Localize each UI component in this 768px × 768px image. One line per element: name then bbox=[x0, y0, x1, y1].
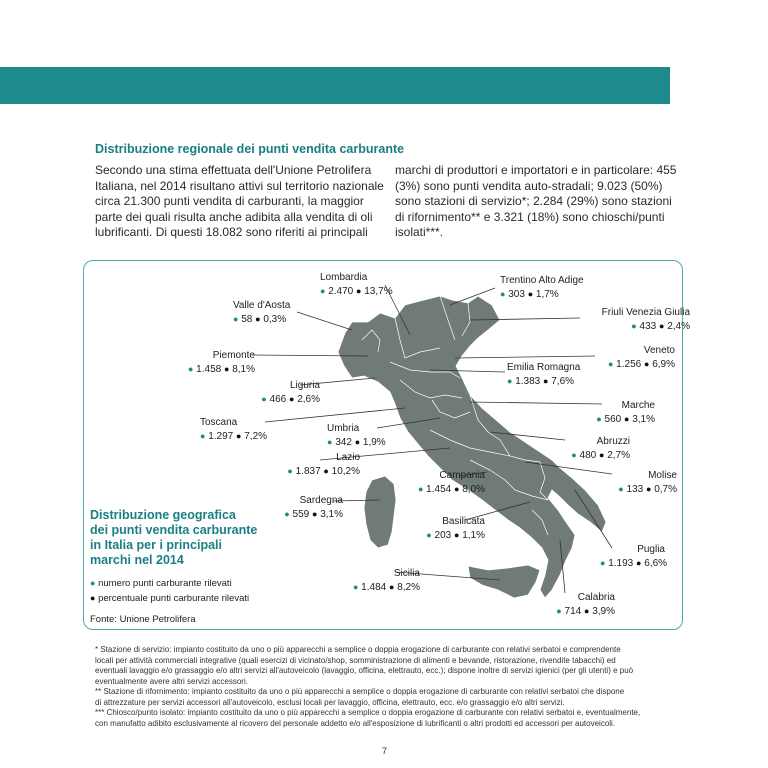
region-name: Molise bbox=[648, 470, 677, 481]
figure-title bbox=[90, 508, 280, 568]
region-label-abruzzi bbox=[565, 436, 630, 462]
region-name: Veneto bbox=[643, 345, 675, 356]
region-percent: 2,4% bbox=[667, 321, 690, 332]
region-percent: 8,2% bbox=[397, 582, 420, 593]
count-dot-icon: ● bbox=[90, 578, 96, 588]
region-label-sicilia bbox=[335, 568, 420, 594]
region-count: 58 bbox=[241, 314, 253, 325]
region-count: 466 bbox=[269, 394, 287, 405]
percent-dot-icon: ● bbox=[90, 593, 96, 603]
region-name: Lombardia bbox=[320, 272, 368, 283]
figure-title-line: marchi nel 2014 bbox=[90, 553, 184, 567]
percent-dot-icon: ● bbox=[288, 394, 295, 404]
region-count: 1.458 bbox=[196, 364, 222, 375]
percent-dot-icon: ● bbox=[645, 484, 652, 494]
percent-dot-icon: ● bbox=[453, 484, 460, 494]
section-title: Distribuzione regionale dei punti vendita carburante bbox=[95, 142, 405, 156]
region-name: Calabria bbox=[577, 592, 615, 603]
region-percent: 0,3% bbox=[263, 314, 287, 325]
region-label-veneto bbox=[595, 345, 675, 371]
count-dot-icon: ● bbox=[556, 606, 562, 616]
region-label-lombardia bbox=[320, 272, 393, 298]
region-percent: 6,9% bbox=[652, 359, 675, 370]
region-percent: 0,7% bbox=[654, 484, 677, 495]
count-dot-icon: ● bbox=[507, 376, 513, 386]
region-count: 203 bbox=[434, 530, 452, 541]
percent-dot-icon: ● bbox=[255, 314, 261, 324]
region-label-umbria bbox=[327, 423, 386, 449]
intro-line: di rifornimento** e 3.321 (18%) sono chioschi/punti bbox=[395, 209, 665, 224]
percent-dot-icon: ● bbox=[643, 359, 650, 369]
region-count: 1.297 bbox=[208, 431, 234, 442]
region-percent: 7,6% bbox=[551, 376, 575, 387]
region-count: 480 bbox=[579, 450, 597, 461]
region-label-valle-daosta bbox=[233, 300, 290, 326]
region-label-friuli bbox=[580, 307, 690, 333]
count-dot-icon: ● bbox=[200, 431, 206, 441]
percent-dot-icon: ● bbox=[356, 286, 362, 296]
legend-label: numero punti carburante rilevati bbox=[98, 578, 232, 589]
region-label-campania bbox=[400, 470, 485, 496]
footnotes bbox=[95, 645, 675, 729]
region-count: 560 bbox=[604, 414, 622, 425]
footnote-line: di attrezzature per servizi accessori all'autoveicolo, esclusi locali per lavaggio, officina, elettrauto, ecc. e/o grassaggio e/o altri servizi. bbox=[95, 697, 565, 707]
intro-line: Secondo una stima effettuata dell'Unione Petrolifera bbox=[95, 163, 372, 177]
region-count: 133 bbox=[626, 484, 644, 495]
region-count: 1.484 bbox=[361, 582, 387, 593]
region-name: Abruzzi bbox=[596, 436, 630, 447]
figure-legend bbox=[90, 576, 249, 606]
intro-line: (3%) sono punti vendita auto-stradali; 9.023 (50%) bbox=[395, 178, 663, 193]
percent-dot-icon: ● bbox=[236, 431, 242, 441]
footnote-line: eventualmente avere altri servizi accessori. bbox=[95, 676, 248, 686]
count-dot-icon: ● bbox=[631, 321, 637, 331]
legend-item-percent bbox=[90, 591, 249, 606]
region-name: Liguria bbox=[289, 380, 320, 391]
region-percent: 10,2% bbox=[331, 466, 360, 477]
footnote-line: con manufatto adibito esclusivamente al ricovero del personale addetto e/o all'esposizione di lubrificanti o altri prodotti ed accessori per autoveicoli. bbox=[95, 718, 616, 728]
count-dot-icon: ● bbox=[426, 530, 432, 540]
percent-dot-icon: ● bbox=[636, 558, 642, 568]
count-dot-icon: ● bbox=[596, 414, 602, 424]
region-label-piemonte bbox=[180, 350, 255, 376]
count-dot-icon: ● bbox=[284, 509, 290, 519]
sicily-shape bbox=[468, 565, 540, 598]
region-count: 714 bbox=[564, 606, 582, 617]
region-name: Lazio bbox=[336, 452, 360, 463]
sardinia-shape bbox=[364, 476, 396, 548]
percent-dot-icon: ● bbox=[598, 450, 605, 460]
region-name: Friuli Venezia Giulia bbox=[601, 307, 690, 318]
count-dot-icon: ● bbox=[287, 466, 293, 476]
region-percent: 3,9% bbox=[592, 606, 615, 617]
percent-dot-icon: ● bbox=[388, 582, 395, 592]
figure-title-line: Distribuzione geografica bbox=[90, 508, 236, 522]
intro-line: marchi di produttori e importatori e in particolare: 455 bbox=[395, 163, 677, 177]
count-dot-icon: ● bbox=[500, 289, 506, 299]
region-count: 1.383 bbox=[515, 376, 541, 387]
region-count: 1.256 bbox=[616, 359, 642, 370]
count-dot-icon: ● bbox=[607, 359, 614, 369]
intro-line: isolati***. bbox=[395, 225, 444, 239]
intro-line: lubrificanti. Di questi 18.082 sono riferiti ai principali bbox=[95, 225, 368, 239]
region-name: Sardegna bbox=[299, 495, 343, 506]
region-count: 1.193 bbox=[608, 558, 634, 569]
region-count: 433 bbox=[639, 321, 657, 332]
region-label-toscana bbox=[200, 417, 267, 443]
count-dot-icon: ● bbox=[320, 286, 326, 296]
percent-dot-icon: ● bbox=[543, 376, 549, 386]
region-name: Trentino Alto Adige bbox=[500, 275, 584, 286]
region-count: 303 bbox=[508, 289, 525, 300]
region-label-calabria bbox=[545, 592, 615, 618]
region-label-marche bbox=[595, 400, 655, 426]
region-percent: 1,9% bbox=[362, 437, 386, 448]
count-dot-icon: ● bbox=[233, 314, 239, 324]
percent-dot-icon: ● bbox=[658, 321, 665, 331]
region-percent: 2,7% bbox=[607, 450, 630, 461]
figure-title-line: dei punti vendita carburante bbox=[90, 523, 258, 537]
page-number: 7 bbox=[382, 746, 388, 756]
footnote-line: locali per attività commerciali integrative (quali esercizi di vicinato/shop, somministrazione di alimenti e bevande, ristorazione, rivendite tabacchi) ed bbox=[95, 655, 616, 665]
count-dot-icon: ● bbox=[261, 394, 267, 404]
region-name: Basilicata bbox=[442, 516, 485, 527]
count-dot-icon: ● bbox=[417, 484, 424, 494]
percent-dot-icon: ● bbox=[527, 289, 534, 299]
region-percent: 3,1% bbox=[632, 414, 655, 425]
region-percent: 13,7% bbox=[364, 286, 393, 297]
intro-line: sono stazioni di servizio*; 2.284 (29%) sono stazioni bbox=[395, 194, 672, 208]
count-dot-icon: ● bbox=[352, 582, 359, 592]
region-percent: 6,6% bbox=[644, 558, 668, 569]
footnote-line: *** Chiosco/punto isolato: impianto costituito da uno o più apparecchi a semplice o doppia erogazione di carburante con relativi serbatoi e, eventualmente, bbox=[95, 708, 641, 717]
figure-source: Fonte: Unione Petrolifera bbox=[90, 614, 196, 625]
region-percent: 8,0% bbox=[462, 484, 485, 495]
intro-line: parte dei quali risulta anche adibita alla vendita di oli bbox=[95, 209, 373, 224]
region-name: Marche bbox=[621, 400, 655, 411]
region-percent: 8,1% bbox=[232, 364, 255, 375]
count-dot-icon: ● bbox=[571, 450, 577, 460]
region-label-basilicata bbox=[400, 516, 485, 542]
percent-dot-icon: ● bbox=[311, 509, 318, 519]
count-dot-icon: ● bbox=[600, 558, 606, 568]
region-name: Valle d'Aosta bbox=[233, 300, 291, 311]
region-label-emilia-romagna bbox=[507, 362, 580, 388]
region-name: Umbria bbox=[327, 423, 360, 434]
region-count: 342 bbox=[335, 437, 352, 448]
footnote-line: * Stazione di servizio: impianto costituito da uno o più apparecchi a semplice o doppia erogazione di carburante con relativi serbatoi e comprendente bbox=[95, 645, 621, 654]
region-count: 559 bbox=[292, 509, 310, 520]
percent-dot-icon: ● bbox=[354, 437, 361, 447]
region-name: Toscana bbox=[200, 417, 238, 428]
region-name: Emilia Romagna bbox=[507, 362, 581, 373]
legend-item-count bbox=[90, 576, 249, 591]
footnote-line: eventuali lavaggio e/o grassaggio e/o altri servizi all'autoveicolo (lavaggio, officina, elettrauto, ecc.); dispone inoltre di servizi igienici (per gli utenti) e può bbox=[95, 666, 634, 675]
region-label-puglia bbox=[600, 544, 668, 570]
percent-dot-icon: ● bbox=[623, 414, 630, 424]
region-name: Puglia bbox=[637, 544, 665, 555]
region-percent: 2,6% bbox=[297, 394, 320, 405]
figure-title-line: in Italia per i principali bbox=[90, 538, 222, 552]
count-dot-icon: ● bbox=[327, 437, 333, 447]
region-percent: 7,2% bbox=[244, 431, 268, 442]
region-count: 2.470 bbox=[328, 286, 354, 297]
intro-line: Italiana, nel 2014 risultano attivi sul territorio nazionale bbox=[95, 178, 384, 193]
percent-dot-icon: ● bbox=[583, 606, 590, 616]
region-count: 1.837 bbox=[295, 466, 321, 477]
region-name: Campania bbox=[439, 470, 485, 481]
region-percent: 3,1% bbox=[320, 509, 343, 520]
region-count: 1.454 bbox=[426, 484, 452, 495]
region-name: Piemonte bbox=[212, 350, 255, 361]
percent-dot-icon: ● bbox=[323, 466, 329, 476]
region-label-liguria bbox=[255, 380, 320, 406]
footnote-line: ** Stazione di rifornimento: impianto costituito da uno o più apparecchi a semplice o doppia erogazione di carburante con relativi serbatoi che dispone bbox=[95, 687, 625, 696]
percent-dot-icon: ● bbox=[453, 530, 460, 540]
region-percent: 1,1% bbox=[462, 530, 485, 541]
count-dot-icon: ● bbox=[187, 364, 194, 374]
count-dot-icon: ● bbox=[618, 484, 624, 494]
region-label-trentino bbox=[500, 275, 584, 301]
region-label-molise bbox=[612, 470, 677, 496]
region-name: Sicilia bbox=[393, 568, 420, 579]
percent-dot-icon: ● bbox=[223, 364, 230, 374]
intro-line: circa 21.300 punti vendita di carburanti, la maggior bbox=[95, 194, 364, 208]
region-percent: 1,7% bbox=[535, 289, 559, 300]
legend-label: percentuale punti carburante rilevati bbox=[98, 593, 250, 604]
region-label-lazio bbox=[270, 452, 360, 478]
